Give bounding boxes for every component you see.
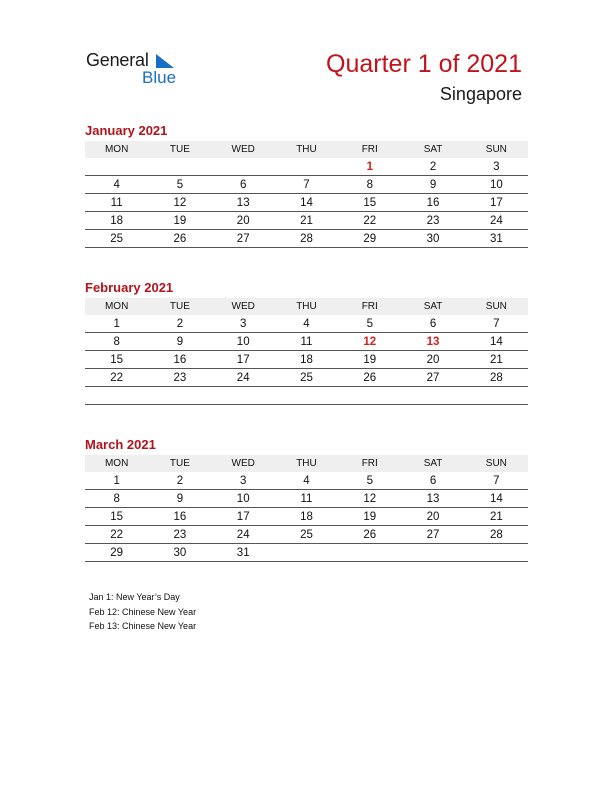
day-cell: 6 — [401, 472, 464, 490]
holiday-note: Feb 13: Chinese New Year — [89, 621, 197, 631]
day-cell: 24 — [212, 369, 275, 387]
day-cell: 9 — [148, 333, 211, 351]
day-cell: 24 — [465, 212, 528, 230]
month-calendar-table — [85, 141, 528, 248]
day-cell: 15 — [338, 194, 401, 212]
day-cell: 8 — [338, 176, 401, 194]
empty-day-cell — [465, 544, 528, 562]
day-cell: 24 — [212, 526, 275, 544]
day-cell: 11 — [85, 194, 148, 212]
week-row — [85, 472, 528, 490]
day-cell: 19 — [338, 351, 401, 369]
day-cell: 4 — [85, 176, 148, 194]
day-cell: 13 — [401, 490, 464, 508]
day-cell: 8 — [85, 490, 148, 508]
day-cell: 9 — [148, 490, 211, 508]
weekday-header: FRI — [338, 298, 401, 315]
empty-day-cell — [465, 387, 528, 405]
weekday-header: THU — [275, 455, 338, 472]
month-title: March 2021 — [85, 437, 156, 452]
empty-day-cell — [275, 387, 338, 405]
day-cell: 16 — [401, 194, 464, 212]
holiday-note: Feb 12: Chinese New Year — [89, 606, 197, 617]
week-row — [85, 194, 528, 212]
day-cell: 22 — [85, 369, 148, 387]
day-cell: 25 — [275, 369, 338, 387]
day-cell: 31 — [212, 544, 275, 562]
generalblue-logo — [86, 50, 196, 90]
month-calendar-table — [85, 455, 528, 562]
logo-text-general: General — [86, 50, 149, 70]
day-cell: 17 — [212, 508, 275, 526]
day-cell: 21 — [275, 212, 338, 230]
day-cell: 20 — [212, 212, 275, 230]
day-cell: 30 — [148, 544, 211, 562]
day-cell: 3 — [465, 158, 528, 176]
week-row — [85, 351, 528, 369]
logo-triangle-icon — [156, 54, 176, 68]
day-cell: 11 — [275, 333, 338, 351]
week-row — [85, 369, 528, 387]
day-cell: 22 — [338, 212, 401, 230]
day-cell: 29 — [85, 544, 148, 562]
weekday-header: SAT — [401, 141, 464, 158]
day-cell: 4 — [275, 315, 338, 333]
weekday-header-row — [85, 298, 528, 315]
day-cell: 19 — [148, 212, 211, 230]
day-cell: 12 — [148, 194, 211, 212]
day-cell: 9 — [401, 176, 464, 194]
day-cell: 26 — [148, 230, 211, 248]
day-cell: 31 — [465, 230, 528, 248]
week-row — [85, 333, 528, 351]
day-cell: 14 — [275, 194, 338, 212]
day-cell: 14 — [465, 333, 528, 351]
day-cell: 23 — [148, 526, 211, 544]
day-cell: 1 — [85, 472, 148, 490]
day-cell: 7 — [275, 176, 338, 194]
holiday-notes — [89, 590, 196, 634]
day-cell: 28 — [275, 230, 338, 248]
day-cell: 27 — [212, 230, 275, 248]
day-cell: 4 — [275, 472, 338, 490]
day-cell: 10 — [465, 176, 528, 194]
weekday-header: THU — [275, 298, 338, 315]
day-cell: 26 — [338, 526, 401, 544]
empty-day-cell — [212, 387, 275, 405]
weekday-header: SUN — [465, 141, 528, 158]
country-subtitle: Singapore — [439, 84, 522, 104]
logo-text-blue: Blue — [142, 68, 177, 87]
day-cell: 29 — [338, 230, 401, 248]
day-cell: 26 — [338, 369, 401, 387]
empty-day-cell — [85, 158, 148, 176]
month-block-january — [85, 123, 528, 248]
empty-day-cell — [338, 544, 401, 562]
weekday-header: FRI — [338, 141, 401, 158]
day-cell: 5 — [148, 176, 211, 194]
week-row — [85, 315, 528, 333]
day-cell: 23 — [401, 212, 464, 230]
weekday-header: SAT — [401, 455, 464, 472]
empty-day-cell — [338, 387, 401, 405]
day-cell: 17 — [465, 194, 528, 212]
weekday-header: THU — [275, 141, 338, 158]
day-cell: 19 — [338, 508, 401, 526]
day-cell: 2 — [401, 158, 464, 176]
day-cell: 14 — [465, 490, 528, 508]
weekday-header: WED — [212, 455, 275, 472]
month-calendar-table — [85, 298, 528, 405]
day-cell: 8 — [85, 333, 148, 351]
month-block-march — [85, 437, 528, 562]
weekday-header: SAT — [401, 298, 464, 315]
weekday-header: TUE — [148, 298, 211, 315]
day-cell: 18 — [85, 212, 148, 230]
month-title: January 2021 — [85, 123, 168, 138]
day-cell: 21 — [465, 508, 528, 526]
empty-day-cell — [148, 158, 211, 176]
month-title: February 2021 — [85, 280, 174, 295]
week-row — [85, 212, 528, 230]
day-cell: 25 — [275, 526, 338, 544]
week-row — [85, 508, 528, 526]
weekday-header-row — [85, 141, 528, 158]
day-cell: 5 — [338, 472, 401, 490]
empty-day-cell — [275, 158, 338, 176]
day-cell: 7 — [465, 315, 528, 333]
day-cell: 2 — [148, 472, 211, 490]
weekday-header: SUN — [465, 455, 528, 472]
weekday-header: TUE — [148, 141, 211, 158]
day-cell: 6 — [401, 315, 464, 333]
empty-day-cell — [148, 387, 211, 405]
weekday-header: WED — [212, 298, 275, 315]
weekday-header: MON — [85, 455, 148, 472]
empty-day-cell — [401, 387, 464, 405]
day-cell: 27 — [401, 526, 464, 544]
day-cell: 1 — [85, 315, 148, 333]
holiday-day-cell: 13 — [401, 333, 464, 351]
weekday-header: WED — [212, 141, 275, 158]
day-cell: 15 — [85, 351, 148, 369]
weekday-header-row — [85, 455, 528, 472]
day-cell: 3 — [212, 315, 275, 333]
day-cell: 25 — [85, 230, 148, 248]
day-cell: 23 — [148, 369, 211, 387]
week-row — [85, 230, 528, 248]
day-cell: 17 — [212, 351, 275, 369]
day-cell: 13 — [212, 194, 275, 212]
day-cell: 21 — [465, 351, 528, 369]
day-cell: 11 — [275, 490, 338, 508]
week-row — [85, 387, 528, 405]
empty-day-cell — [212, 158, 275, 176]
day-cell: 7 — [465, 472, 528, 490]
day-cell: 27 — [401, 369, 464, 387]
weekday-header: FRI — [338, 455, 401, 472]
weekday-header: MON — [85, 141, 148, 158]
day-cell: 22 — [85, 526, 148, 544]
day-cell: 6 — [212, 176, 275, 194]
day-cell: 18 — [275, 508, 338, 526]
day-cell: 10 — [212, 333, 275, 351]
holiday-day-cell: 12 — [338, 333, 401, 351]
day-cell: 20 — [401, 508, 464, 526]
day-cell: 18 — [275, 351, 338, 369]
holiday-day-cell: 1 — [338, 158, 401, 176]
week-row — [85, 158, 528, 176]
week-row — [85, 544, 528, 562]
day-cell: 20 — [401, 351, 464, 369]
empty-day-cell — [85, 387, 148, 405]
day-cell: 15 — [85, 508, 148, 526]
empty-day-cell — [401, 544, 464, 562]
day-cell: 16 — [148, 351, 211, 369]
day-cell: 16 — [148, 508, 211, 526]
day-cell: 12 — [338, 490, 401, 508]
weekday-header: TUE — [148, 455, 211, 472]
day-cell: 28 — [465, 369, 528, 387]
week-row — [85, 526, 528, 544]
month-block-february — [85, 280, 528, 405]
empty-day-cell — [275, 544, 338, 562]
page-title: Quarter 1 of 2021 — [326, 50, 522, 78]
day-cell: 3 — [212, 472, 275, 490]
weekday-header: SUN — [465, 298, 528, 315]
day-cell: 5 — [338, 315, 401, 333]
day-cell: 28 — [465, 526, 528, 544]
holiday-note: Jan 1: New Year’s Day — [89, 592, 180, 602]
day-cell: 30 — [401, 230, 464, 248]
week-row — [85, 176, 528, 194]
weekday-header: MON — [85, 298, 148, 315]
week-row — [85, 490, 528, 508]
day-cell: 10 — [212, 490, 275, 508]
day-cell: 2 — [148, 315, 211, 333]
